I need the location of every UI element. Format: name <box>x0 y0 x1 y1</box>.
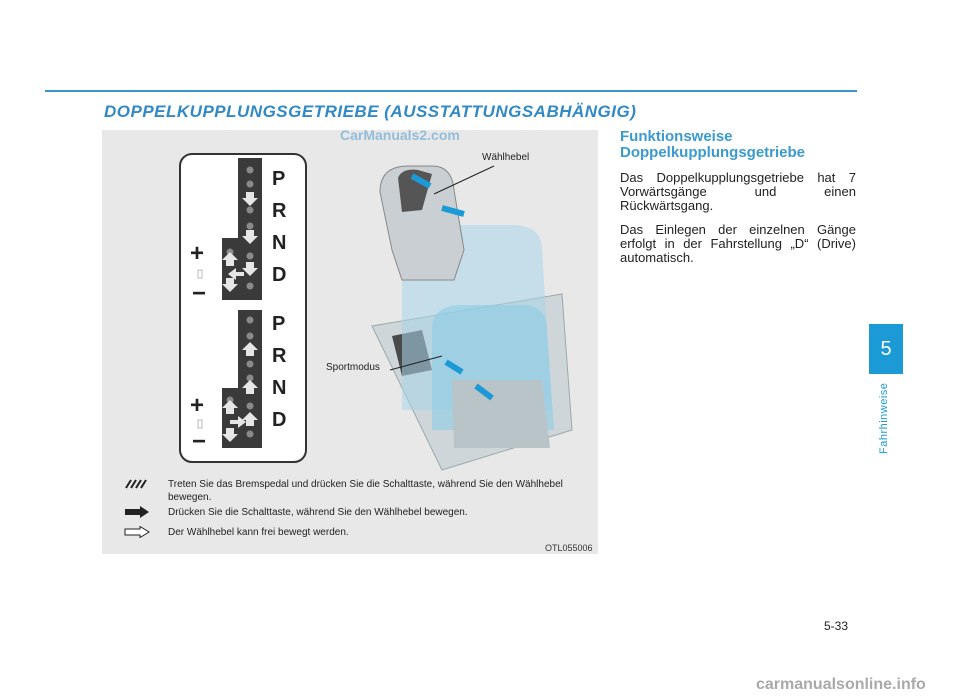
right-paragraph-1: Das Doppelkupplungsgetriebe hat 7 Vorwärtsgänge und einen Rückwärtsgang. <box>620 170 856 213</box>
plus-upper: + <box>190 240 205 267</box>
hatched-arrow-icon <box>124 478 150 490</box>
section-title: DOPPELKUPPLUNGSGETRIEBE (AUSSTATTUNGSABHÄNGIG) <box>104 102 637 121</box>
gate-r-upper: R <box>272 200 287 222</box>
gate-d-upper: D <box>272 264 287 286</box>
minus-upper: − <box>192 280 207 307</box>
upper-gate-labels <box>272 163 292 291</box>
outline-arrow-icon <box>124 526 150 538</box>
legend-text-1: Treten Sie das Bremspedal und drücken Sie die Schalttaste, während Sie den Wählhebel bewegen. <box>168 479 563 503</box>
watermark-top: CarManuals2.com <box>340 127 460 143</box>
label-sport: Sportmodus <box>326 362 380 373</box>
plus-lower: + <box>190 392 205 419</box>
legend-text-2: Drücken Sie die Schalttaste, während Sie den Wählhebel bewegen. <box>168 507 468 518</box>
chapter-tab: 5 <box>869 324 903 374</box>
label-lever: Wählhebel <box>482 152 530 163</box>
gate-p-upper: P <box>272 168 286 190</box>
legend-row-2 <box>124 506 578 519</box>
lower-gate-labels <box>272 308 292 436</box>
right-heading-line2: Doppelkupplungsgetriebe <box>620 144 806 161</box>
gate-r-lower: R <box>272 345 287 367</box>
boot <box>452 380 550 448</box>
minus-lower: − <box>192 428 207 455</box>
page-number: 5-33 <box>824 619 849 633</box>
gate-d-lower: D <box>272 409 287 431</box>
legend-text-3: Der Wählhebel kann frei bewegt werden. <box>168 527 349 538</box>
solid-arrow-icon <box>124 506 150 518</box>
gate-p-lower: P <box>272 313 286 335</box>
watermark-bottom: carmanualsonline.info <box>756 676 926 693</box>
right-column <box>620 129 856 265</box>
shifter-illustration <box>372 166 572 470</box>
right-heading-line1: Funktionsweise <box>620 128 733 145</box>
gate-n-lower: N <box>272 377 287 399</box>
top-rule <box>45 90 857 92</box>
right-paragraph-2: Das Einlegen der einzelnen Gänge erfolgt in der Fahrstellung „D“ (Drive) automatisch. <box>620 222 856 265</box>
legend-row-3 <box>124 526 578 539</box>
chapter-name: Fahrhinweise <box>878 382 890 454</box>
figure-code: OTL055006 <box>545 543 593 553</box>
legend-row-1 <box>124 478 578 504</box>
gate-n-upper: N <box>272 232 287 254</box>
